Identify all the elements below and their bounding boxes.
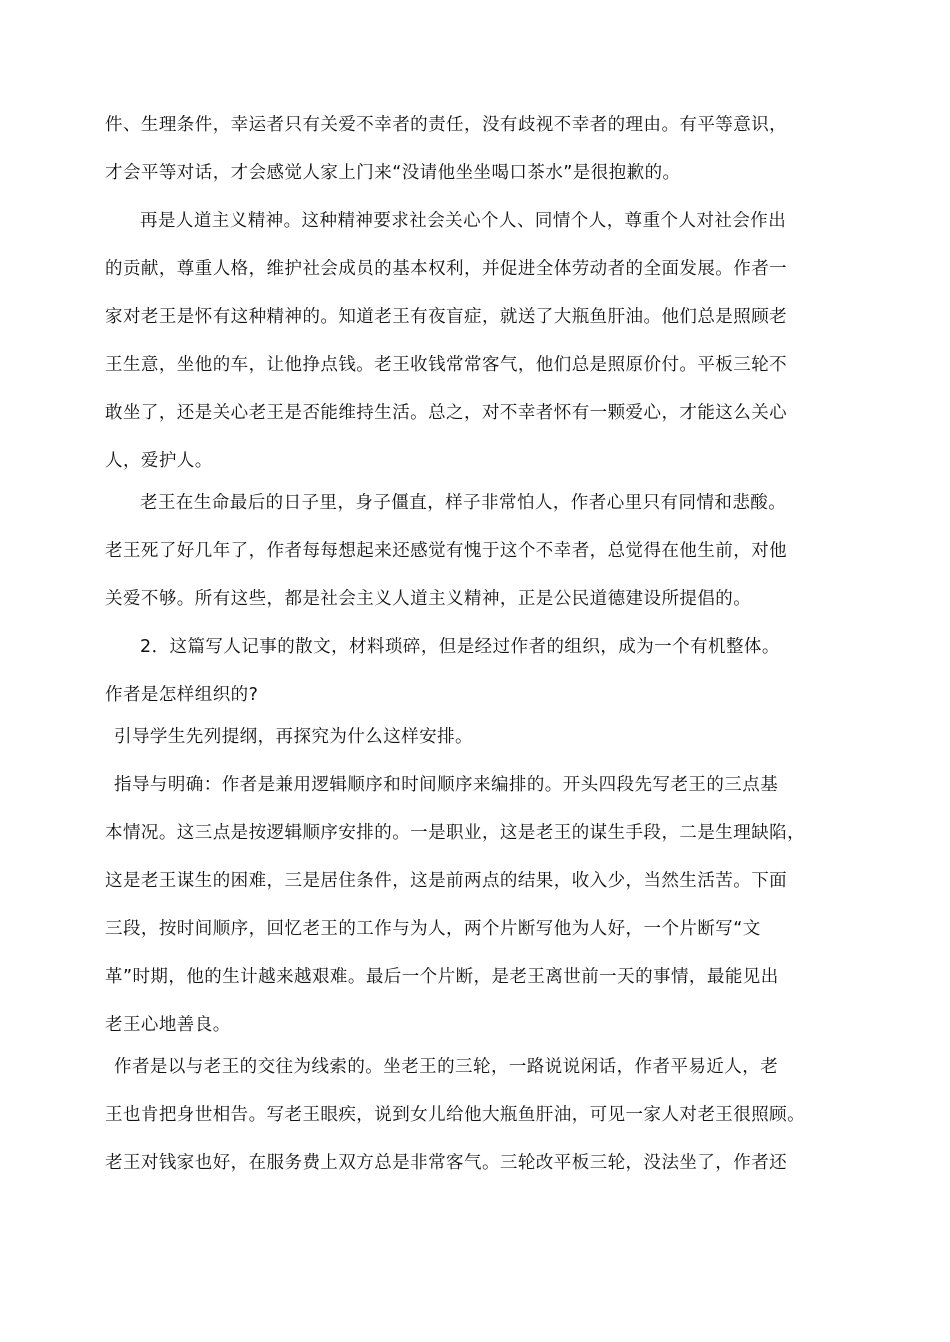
text-line: 人，爱护人。 [105, 451, 213, 471]
text-line: 才会平等对话，才会感觉人家上门来“没请他坐坐喝口茶水”是很抱歉的。 [105, 163, 681, 183]
text-line: 件、生理条件，幸运者只有关爱不幸者的责任，没有歧视不幸者的理由。有平等意识， [105, 115, 788, 135]
paragraph-first-line: 2．这篇写人记事的散文，材料琐碎，但是经过作者的组织，成为一个有机整体。 [140, 637, 780, 657]
text-line: 的贡献，尊重人格，维护社会成员的基本权利，并促进全体劳动者的全面发展。作者一 [105, 259, 788, 279]
text-line: 老王心地善良。 [105, 1015, 231, 1035]
paragraph-first-line: 引导学生先列提纲，再探究为什么这样安排。 [114, 727, 473, 747]
text-line: 关爱不够。所有这些，都是社会主义人道主义精神，正是公民道德建设所提倡的。 [105, 589, 752, 609]
text-line: 老王死了好几年了，作者每每想起来还感觉有愧于这个不幸者，总觉得在他生前，对他 [105, 541, 788, 561]
paragraph-first-line: 作者是以与老王的交往为线索的。坐老王的三轮，一路说说闲话，作者平易近人，老 [114, 1057, 779, 1077]
text-line: 老王对钱家也好，在服务费上双方总是非常客气。三轮改平板三轮，没法坐了，作者还 [105, 1153, 788, 1173]
text-line: 这是老王谋生的困难，三是居住条件，这是前两点的结果，收入少，当然生活苦。下面 [105, 871, 788, 891]
text-line: 本情况。这三点是按逻辑顺序安排的。一是职业，这是老王的谋生手段，二是生理缺陷， [105, 823, 806, 843]
text-line: 家对老王是怀有这种精神的。知道老王有夜盲症，就送了大瓶鱼肝油。他们总是照顾老 [105, 307, 788, 327]
paragraph-first-line: 指导与明确：作者是兼用逻辑顺序和时间顺序来编排的。开头四段先写老王的三点基 [114, 775, 779, 795]
paragraph-first-line: 再是人道主义精神。这种精神要求社会关心个人、同情个人，尊重个人对社会作出 [140, 211, 787, 231]
text-line: 王也肯把身世相告。写老王眼疾，说到女儿给他大瓶鱼肝油，可见一家人对老王很照顾。 [105, 1105, 806, 1125]
text-line: 三段，按时间顺序，回忆老王的工作与为人，两个片断写他为人好，一个片断写“文 [105, 919, 761, 939]
text-line: 敢坐了，还是关心老王是否能维持生活。总之，对不幸者怀有一颗爱心，才能这么关心 [105, 403, 788, 423]
text-line: 作者是怎样组织的? [105, 685, 259, 705]
text-line: 王生意，坐他的车，让他挣点钱。老王收钱常常客气，他们总是照原价付。平板三轮不 [105, 355, 788, 375]
text-line: 革”时期，他的生计越来越艰难。最后一个片断，是老王离世前一天的事情，最能见出 [105, 967, 779, 987]
paragraph-first-line: 老王在生命最后的日子里，身子僵直，样子非常怕人，作者心里只有同情和悲酸。 [140, 493, 787, 513]
